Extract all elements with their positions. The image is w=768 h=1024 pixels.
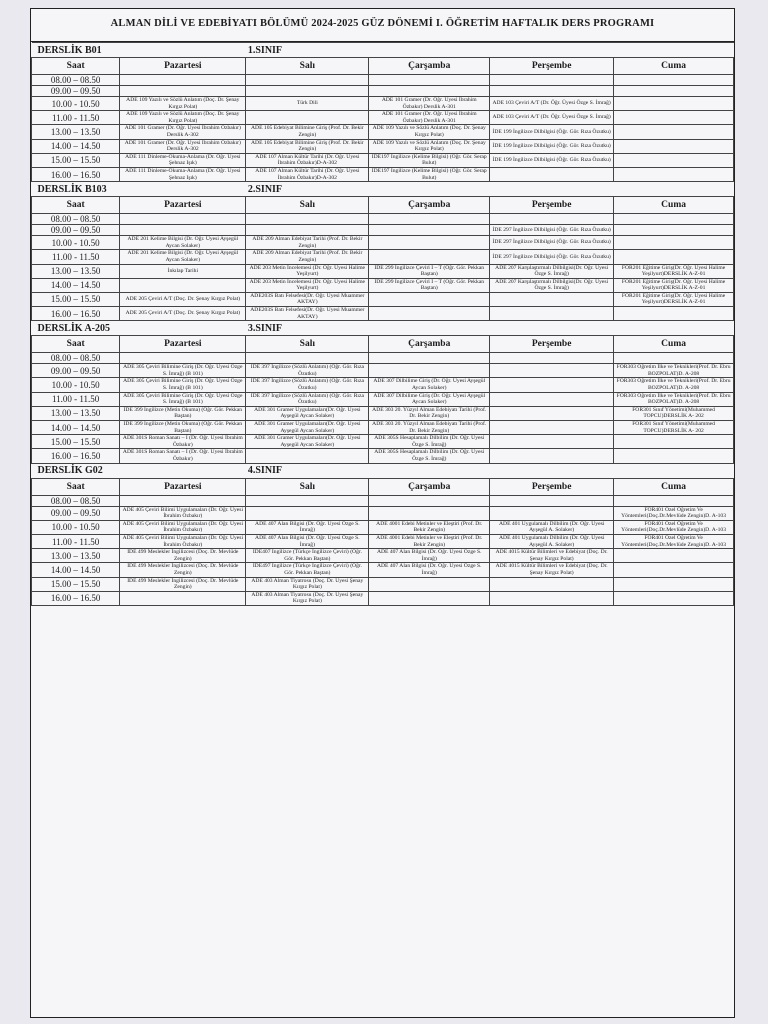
course-cell-monday: ADE 205 Çeviri A/T (Doç. Dr. Şenay Kırgız Polat) — [120, 292, 246, 306]
time-slot: 09.00 – 09.50 — [32, 506, 120, 520]
course-cell-tuesday: İDE407 İngilizce (Türkçe İngilizce Çeviri) (Öğr. Gör. Pekkan Baştan) — [246, 549, 369, 563]
course-cell-friday — [614, 435, 734, 449]
course-cell-friday: FOR401 Özel Öğretim Ve Yöntemleri(Doç.Dr.Mevlüde Zengin)D. A-103 — [614, 534, 734, 548]
table-row — [32, 549, 734, 563]
time-slot: 15.00 – 15.50 — [32, 153, 120, 167]
table-row — [32, 97, 734, 111]
course-cell-friday: FOR201 Eğitime Giriş(Dr. Öğr. Üyesi Halime Yeşilyurt)DERSLİK A-Z-01 — [614, 292, 734, 306]
course-cell-friday: FOR401 Özel Öğretim Ve Yöntemleri(Doç.Dr.Mevlüde Zengin)D. A-103 — [614, 506, 734, 520]
course-cell-thursday — [490, 292, 614, 306]
table-row — [32, 378, 734, 392]
course-cell-friday — [614, 250, 734, 264]
document-title: ALMAN DİLİ VE EDEBİYATI BÖLÜMÜ 2024-2025 GÜZ DÖNEMİ I. ÖĞRETİM HAFTALIK DERS PROGRAMI — [31, 9, 734, 42]
course-cell-monday: İDE 499 Meslekler İngilizcesi (Doç. Dr. Mevlüde Zengin) — [120, 563, 246, 577]
column-header-friday: Cuma — [614, 478, 734, 495]
time-slot: 16.00 – 16.50 — [32, 449, 120, 463]
course-cell-wednesday: ADE 4001 Edebi Metinler ve Eleştiri (Prof. Dr. Bekir Zengin) — [369, 534, 490, 548]
course-cell-thursday — [490, 435, 614, 449]
course-cell-thursday — [490, 495, 614, 506]
course-cell-tuesday — [246, 449, 369, 463]
course-cell-wednesday — [369, 86, 490, 97]
course-cell-tuesday: ADE 209 Alman Edebiyat Tarihi (Prof. Dr. Bekir Zengin) — [246, 236, 369, 250]
course-cell-tuesday: ADE 403 Alman Tiyatrosu (Doç. Dr. Üyesi Şenay Kırgız Polat) — [246, 577, 369, 591]
table-row — [32, 449, 734, 463]
time-slot: 16.00 – 16.50 — [32, 591, 120, 605]
course-cell-thursday: ADE 401 Uygulamalı Dilbilim (Dr. Öğr. Üyesi Ayşegül A. Solaker) — [490, 520, 614, 534]
course-cell-monday: ADE 101 Gramer (Dr. Öğr. Üyesi İbrahim Özbakır) Derslik A-302 — [120, 125, 246, 139]
column-header-thursday: Perşembe — [490, 58, 614, 75]
course-cell-monday: İnkılap Tarihi — [120, 264, 246, 278]
column-header-row — [32, 478, 734, 495]
course-cell-friday — [614, 225, 734, 236]
course-cell-friday — [614, 214, 734, 225]
course-cell-tuesday — [246, 506, 369, 520]
course-cell-friday — [614, 111, 734, 125]
column-header-time: Saat — [32, 197, 120, 214]
course-cell-wednesday — [369, 591, 490, 605]
course-cell-friday: FOR303 Öğretim İlke ve Teknikleri(Prof. Dr. Ebru BOZPOLAT)D. A-208 — [614, 378, 734, 392]
course-cell-thursday: ADE 4015 Kültür Bilimleri ve Edebiyat (Doç. Dr. Şenay Kırgız Polat) — [490, 563, 614, 577]
course-cell-thursday: ADE 207 Karşılaştırmalı Dilbilgisi(Dr. Öğr. Üyesi Özge S. İmrağ) — [490, 264, 614, 278]
table-row — [32, 225, 734, 236]
column-header-tuesday: Salı — [246, 197, 369, 214]
time-slot: 13.00 – 13.50 — [32, 125, 120, 139]
course-cell-friday: FOR301 Sınıf Yönetimi(Muhammed TOPCU)DERSLİK A- 202 — [614, 421, 734, 435]
course-cell-tuesday: İDE497 İngilizce (Türkçe İngilizce Çeviri) (Öğr. Gör. Pekkan Baştan) — [246, 563, 369, 577]
course-cell-monday — [120, 353, 246, 364]
column-header-monday: Pazartesi — [120, 336, 246, 353]
course-cell-wednesday: ADE 101 Gramer (Dr. Öğr. Üyesi İbrahim Özbakır) Derslik A-301 — [369, 111, 490, 125]
course-cell-wednesday: İDE 299 İngilizce Çeviri I – T (Öğr. Gör. Pekkan Baştan) — [369, 264, 490, 278]
course-cell-tuesday: ADE203S Batı Felsefesi(Dr. Öğr. Üyesi Muammer AKTAY) — [246, 307, 369, 321]
course-cell-thursday: İDE 199 İngilizce Dilbilgisi (Öğr. Gör. Rıza Özutku) — [490, 139, 614, 153]
course-cell-tuesday: ADE 107 Alman Kültür Tarihi (Dr. Öğr. Üyesi İbrahim Özbakır)D-A-302 — [246, 153, 369, 167]
course-cell-thursday — [490, 167, 614, 181]
course-cell-tuesday — [246, 86, 369, 97]
course-cell-tuesday — [246, 214, 369, 225]
course-cell-friday: FOR301 Sınıf Yönetimi(Muhammed TOPCU)DERSLİK A- 202 — [614, 406, 734, 420]
course-cell-wednesday: ADE 305S Hesaplamalı Dilbilim (Dr. Öğr. Üyesi Özge S. İmrağ) — [369, 435, 490, 449]
course-cell-tuesday — [246, 225, 369, 236]
course-cell-monday — [120, 278, 246, 292]
course-cell-tuesday: ADE203S Batı Felsefesi(Dr. Öğr. Üyesi Muammer AKTAY) — [246, 292, 369, 306]
course-cell-monday — [120, 75, 246, 86]
course-cell-wednesday: İDE197 İngilizce (Kelime Bilgisi) (Öğr. Gör. Serap Bulut) — [369, 167, 490, 181]
course-cell-tuesday: İDE 397 İngilizce (Sözlü Anlatım) (Öğr. Gör. Rıza Özutku) — [246, 392, 369, 406]
course-cell-tuesday — [246, 75, 369, 86]
course-cell-tuesday — [246, 495, 369, 506]
column-header-monday: Pazartesi — [120, 478, 246, 495]
table-row — [32, 577, 734, 591]
course-cell-tuesday: ADE 301 Gramer Uygulamaları(Dr. Öğr. Üyesi Ayşegül Aycan Solaker) — [246, 421, 369, 435]
course-cell-thursday: ADE 207 Karşılaştırmalı Dilbilgisi(Dr. Öğr. Üyesi Özge S. İmrağ) — [490, 278, 614, 292]
time-slot: 15.00 – 15.50 — [32, 577, 120, 591]
column-header-friday: Cuma — [614, 58, 734, 75]
course-cell-thursday: İDE 297 İngilizce Dilbilgisi (Öğr. Gör. Rıza Özutku) — [490, 225, 614, 236]
column-header-friday: Cuma — [614, 197, 734, 214]
time-slot: 16.00 – 16.50 — [32, 307, 120, 321]
course-cell-friday — [614, 75, 734, 86]
column-header-tuesday: Salı — [246, 336, 369, 353]
time-slot: 14.00 – 14.50 — [32, 563, 120, 577]
course-cell-wednesday: İDE197 İngilizce (Kelime Bilgisi) (Öğr. Gör. Serap Bulut) — [369, 153, 490, 167]
course-cell-thursday: İDE 297 İngilizce Dilbilgisi (Öğr. Gör. Rıza Özutku) — [490, 236, 614, 250]
course-cell-wednesday — [369, 292, 490, 306]
course-cell-wednesday: İDE 299 İngilizce Çeviri I – T (Öğr. Gör. Pekkan Baştan) — [369, 278, 490, 292]
course-cell-monday: ADE 305 Çeviri Bilimine Giriş (Dr. Öğr. Üyesi Özge S. İmrağ) (B 101) — [120, 378, 246, 392]
course-cell-monday: İDE 499 Meslekler İngilizcesi (Doç. Dr. Mevlüde Zengin) — [120, 549, 246, 563]
course-cell-thursday: İDE 199 İngilizce Dilbilgisi (Öğr. Gör. Rıza Özutku) — [490, 125, 614, 139]
course-cell-friday — [614, 139, 734, 153]
course-cell-wednesday: ADE 109 Yazılı ve Sözlü Anlatım (Doç. Dr. Şenay Kırgız Polat) — [369, 125, 490, 139]
table-row — [32, 139, 734, 153]
table-row — [32, 563, 734, 577]
column-header-time: Saat — [32, 336, 120, 353]
classroom-label: DERSLİK A-205 — [32, 321, 246, 336]
section-header — [32, 182, 734, 197]
course-cell-tuesday: ADE 301 Gramer Uygulamaları(Dr. Öğr. Üyesi Ayşegül Aycan Solaker) — [246, 435, 369, 449]
classroom-label: DERSLİK G02 — [32, 463, 246, 478]
table-row — [32, 435, 734, 449]
time-slot: 08.00 – 08.50 — [32, 495, 120, 506]
course-cell-friday: FOR303 Öğretim İlke ve Teknikleri(Prof. Dr. Ebru BOZPOLAT)D. A-208 — [614, 364, 734, 378]
course-cell-monday: ADE 205 Çeviri A/T (Doç. Dr. Şenay Kırgız Polat) — [120, 307, 246, 321]
course-cell-thursday — [490, 378, 614, 392]
course-cell-monday — [120, 591, 246, 605]
table-row — [32, 495, 734, 506]
course-cell-monday: ADE 305 Çeviri Bilimine Giriş (Dr. Öğr. Üyesi Özge S. İmrağ) (B 101) — [120, 392, 246, 406]
table-row — [32, 534, 734, 548]
course-cell-monday: ADE 301S Roman Sanatı – I (Dr. Öğr. Üyesi İbrahim Özbakır) — [120, 449, 246, 463]
course-cell-tuesday: ADE 407 Alan Bilgisi (Dr. Öğr. Üyesi Özge S. İmrağ) — [246, 520, 369, 534]
section-header — [32, 321, 734, 336]
course-cell-tuesday — [246, 353, 369, 364]
column-header-wednesday: Çarşamba — [369, 336, 490, 353]
grade-label: 3.SINIF — [246, 321, 734, 336]
course-cell-monday: ADE 109 Yazılı ve Sözlü Anlatım (Doç. Dr. Şenay Kırgız Polat) — [120, 111, 246, 125]
course-cell-monday: İDE 499 Meslekler İngilizcesi (Doç. Dr. Mevlüde Zengin) — [120, 577, 246, 591]
course-cell-tuesday: ADE 403 Alman Tiyatrosu (Doç. Dr. Üyesi Şenay Kırgız Polat) — [246, 591, 369, 605]
course-cell-monday: ADE 301S Roman Sanatı – I (Dr. Öğr. Üyesi İbrahim Özbakır) — [120, 435, 246, 449]
table-row — [32, 392, 734, 406]
course-cell-thursday — [490, 214, 614, 225]
course-cell-wednesday: ADE 307 Dilbilime Giriş (Dr. Öğr. Üyesi Ayşegül Aycan Solaker) — [369, 392, 490, 406]
course-cell-wednesday — [369, 495, 490, 506]
course-cell-friday — [614, 353, 734, 364]
column-header-thursday: Perşembe — [490, 197, 614, 214]
column-header-time: Saat — [32, 58, 120, 75]
course-cell-tuesday: ADE 209 Alman Edebiyat Tarihi (Prof. Dr. Bekir Zengin) — [246, 250, 369, 264]
course-cell-monday: ADE 405 Çeviri Bilimi Uygulamaları (Dr. Öğr. Üyesi İbrahim Özbakır) — [120, 520, 246, 534]
course-cell-wednesday — [369, 225, 490, 236]
course-cell-wednesday — [369, 364, 490, 378]
course-cell-wednesday: ADE 4001 Edebi Metinler ve Eleştiri (Prof. Dr. Bekir Zengin) — [369, 520, 490, 534]
course-cell-thursday — [490, 577, 614, 591]
course-cell-tuesday: ADE 105 Edebiyat Bilimine Giriş (Prof. Dr. Bekir Zengin) — [246, 139, 369, 153]
course-cell-wednesday — [369, 506, 490, 520]
table-row — [32, 406, 734, 420]
course-cell-thursday: ADE 103 Çeviri A/T (Dr. Öğr. Üyesi Özge S. İmrağ) — [490, 111, 614, 125]
course-cell-wednesday: ADE 109 Yazılı ve Sözlü Anlatım (Doç. Dr. Şenay Kırgız Polat) — [369, 139, 490, 153]
table-row — [32, 214, 734, 225]
course-cell-thursday — [490, 364, 614, 378]
course-cell-monday: ADE 201 Kelime Bilgisi (Dr. Öğr. Üyesi Ayşegül Aycan Solaker) — [120, 250, 246, 264]
course-cell-wednesday — [369, 577, 490, 591]
schedule-table — [31, 42, 734, 606]
course-cell-wednesday: ADE 303 20. Yüzyıl Alman Edebiyatı Tarihi (Prof. Dr. Bekir Zengin) — [369, 421, 490, 435]
course-cell-wednesday — [369, 75, 490, 86]
course-cell-friday — [614, 449, 734, 463]
course-cell-monday: İDE 399 İngilizce (Metin Okuma) (Öğr. Gör. Pekkan Baştan) — [120, 406, 246, 420]
course-cell-thursday — [490, 406, 614, 420]
course-cell-wednesday: ADE 101 Gramer (Dr. Öğr. Üyesi İbrahim Özbakır) Derslik A-301 — [369, 97, 490, 111]
course-cell-monday — [120, 225, 246, 236]
column-header-time: Saat — [32, 478, 120, 495]
time-slot: 16.00 – 16.50 — [32, 167, 120, 181]
time-slot: 08.00 – 08.50 — [32, 214, 120, 225]
course-cell-friday: FOR201 Eğitime Giriş(Dr. Öğr. Üyesi Halime Yeşilyurt)DERSLİK A-Z-01 — [614, 278, 734, 292]
column-header-wednesday: Çarşamba — [369, 58, 490, 75]
course-cell-friday — [614, 549, 734, 563]
classroom-label: DERSLİK B01 — [32, 43, 246, 58]
table-row — [32, 250, 734, 264]
course-cell-wednesday — [369, 307, 490, 321]
course-cell-thursday: İDE 199 İngilizce Dilbilgisi (Öğr. Gör. Rıza Özutku) — [490, 153, 614, 167]
table-row — [32, 264, 734, 278]
course-cell-friday — [614, 577, 734, 591]
course-cell-thursday — [490, 506, 614, 520]
course-cell-tuesday: ADE 107 Alman Kültür Tarihi (Dr. Öğr. Üyesi İbrahim Özbakır)D-A-302 — [246, 167, 369, 181]
course-cell-wednesday: ADE 407 Alan Bilgisi (Dr. Öğr. Üyesi Özge S. İmrağ) — [369, 549, 490, 563]
course-cell-friday — [614, 563, 734, 577]
time-slot: 10.00 - 10.50 — [32, 97, 120, 111]
table-row — [32, 520, 734, 534]
course-cell-tuesday — [246, 111, 369, 125]
table-row — [32, 591, 734, 605]
course-cell-friday: FOR201 Eğitime Giriş(Dr. Öğr. Üyesi Halime Yeşilyurt)DERSLİK A-Z-01 — [614, 264, 734, 278]
column-header-monday: Pazartesi — [120, 58, 246, 75]
course-cell-friday — [614, 236, 734, 250]
course-cell-wednesday — [369, 236, 490, 250]
table-row — [32, 111, 734, 125]
course-cell-friday — [614, 97, 734, 111]
course-cell-friday — [614, 591, 734, 605]
table-row — [32, 153, 734, 167]
course-cell-tuesday: ADE 301 Gramer Uygulamaları(Dr. Öğr. Üyesi Ayşegül Aycan Solaker) — [246, 406, 369, 420]
course-cell-thursday — [490, 449, 614, 463]
course-cell-thursday — [490, 75, 614, 86]
course-cell-tuesday: ADE 203 Metin İncelemesi (Dr. Öğr. Üyesi Halime Yeşilyurt) — [246, 278, 369, 292]
section-header — [32, 463, 734, 478]
course-cell-monday: ADE 111 Dinleme-Okuma-Anlama (Dr. Öğr. Üyesi Şehnaz Işık) — [120, 153, 246, 167]
section-header — [32, 43, 734, 58]
column-header-row — [32, 197, 734, 214]
column-header-tuesday: Salı — [246, 478, 369, 495]
table-row — [32, 292, 734, 306]
time-slot: 13.00 – 13.50 — [32, 406, 120, 420]
course-cell-monday: ADE 111 Dinleme-Okuma-Anlama (Dr. Öğr. Üyesi Şehnaz Işık) — [120, 167, 246, 181]
column-header-wednesday: Çarşamba — [369, 478, 490, 495]
time-slot: 13.00 – 13.50 — [32, 549, 120, 563]
time-slot: 14.00 – 14.50 — [32, 278, 120, 292]
course-cell-wednesday: ADE 305S Hesaplamalı Dilbilim (Dr. Öğr. Üyesi Özge S. İmrağ) — [369, 449, 490, 463]
course-cell-monday: ADE 201 Kelime Bilgisi (Dr. Öğr. Üyesi Ayşegül Aycan Solaker) — [120, 236, 246, 250]
time-slot: 15.00 – 15.50 — [32, 435, 120, 449]
course-cell-friday — [614, 307, 734, 321]
course-cell-thursday — [490, 86, 614, 97]
course-cell-tuesday: ADE 203 Metin İncelemesi (Dr. Öğr. Üyesi Halime Yeşilyurt) — [246, 264, 369, 278]
course-cell-tuesday: ADE 105 Edebiyat Bilimine Giriş (Prof. Dr. Bekir Zengin) — [246, 125, 369, 139]
table-row — [32, 75, 734, 86]
time-slot: 08.00 – 08.50 — [32, 353, 120, 364]
column-header-row — [32, 336, 734, 353]
course-cell-tuesday: İDE 397 İngilizce (Sözlü Anlatım) (Öğr. Gör. Rıza Özutku) — [246, 364, 369, 378]
course-cell-tuesday: ADE 407 Alan Bilgisi (Dr. Öğr. Üyesi Özge S. İmrağ) — [246, 534, 369, 548]
table-row — [32, 278, 734, 292]
column-header-monday: Pazartesi — [120, 197, 246, 214]
course-cell-thursday: ADE 401 Uygulamalı Dilbilim (Dr. Öğr. Üyesi Ayşegül A. Solaker) — [490, 534, 614, 548]
course-cell-thursday — [490, 353, 614, 364]
course-cell-monday — [120, 86, 246, 97]
table-row — [32, 421, 734, 435]
column-header-thursday: Perşembe — [490, 336, 614, 353]
table-row — [32, 86, 734, 97]
time-slot: 11.00 - 11.50 — [32, 111, 120, 125]
course-cell-monday: İDE 399 İngilizce (Metin Okuma) (Öğr. Gör. Pekkan Baştan) — [120, 421, 246, 435]
table-row — [32, 307, 734, 321]
time-slot: 11.00 - 11.50 — [32, 392, 120, 406]
course-cell-thursday: İDE 297 İngilizce Dilbilgisi (Öğr. Gör. Rıza Özutku) — [490, 250, 614, 264]
course-cell-thursday — [490, 307, 614, 321]
course-cell-monday — [120, 495, 246, 506]
column-header-friday: Cuma — [614, 336, 734, 353]
course-cell-wednesday — [369, 250, 490, 264]
course-cell-tuesday: Türk Dili — [246, 97, 369, 111]
table-row — [32, 353, 734, 364]
time-slot: 13.00 – 13.50 — [32, 264, 120, 278]
table-row — [32, 167, 734, 181]
time-slot: 09.00 – 09.50 — [32, 364, 120, 378]
time-slot: 09.00 – 09.50 — [32, 225, 120, 236]
time-slot: 09.00 – 09.50 — [32, 86, 120, 97]
grade-label: 4.SINIF — [246, 463, 734, 478]
table-row — [32, 364, 734, 378]
course-cell-wednesday: ADE 303 20. Yüzyıl Alman Edebiyatı Tarihi (Prof. Dr. Bekir Zengin) — [369, 406, 490, 420]
course-cell-monday: ADE 305 Çeviri Bilimine Giriş (Dr. Öğr. Üyesi Özge S. İmrağ) (B 101) — [120, 364, 246, 378]
column-header-tuesday: Salı — [246, 58, 369, 75]
course-cell-friday: FOR303 Öğretim İlke ve Teknikleri(Prof. Dr. Ebru BOZPOLAT)D. A-208 — [614, 392, 734, 406]
course-cell-friday: FOR401 Özel Öğretim Ve Yöntemleri(Doç.Dr.Mevlüde Zengin)D. A-103 — [614, 520, 734, 534]
course-cell-wednesday: ADE 307 Dilbilime Giriş (Dr. Öğr. Üyesi Ayşegül Aycan Solaker) — [369, 378, 490, 392]
time-slot: 08.00 – 08.50 — [32, 75, 120, 86]
table-row — [32, 506, 734, 520]
time-slot: 15.00 – 15.50 — [32, 292, 120, 306]
column-header-wednesday: Çarşamba — [369, 197, 490, 214]
course-cell-thursday: ADE 103 Çeviri A/T (Dr. Öğr. Üyesi Özge S. İmrağ) — [490, 97, 614, 111]
column-header-row — [32, 58, 734, 75]
course-cell-friday — [614, 167, 734, 181]
table-row — [32, 236, 734, 250]
time-slot: 14.00 – 14.50 — [32, 421, 120, 435]
course-cell-friday — [614, 495, 734, 506]
course-cell-wednesday — [369, 214, 490, 225]
time-slot: 11.00 - 11.50 — [32, 534, 120, 548]
course-cell-friday — [614, 125, 734, 139]
time-slot: 10.00 - 10.50 — [32, 378, 120, 392]
course-cell-monday: ADE 101 Gramer (Dr. Öğr. Üyesi İbrahim Özbakır) Derslik A-302 — [120, 139, 246, 153]
grade-label: 2.SINIF — [246, 182, 734, 197]
table-row — [32, 125, 734, 139]
time-slot: 10.00 - 10.50 — [32, 236, 120, 250]
time-slot: 10.00 - 10.50 — [32, 520, 120, 534]
course-cell-tuesday: İDE 397 İngilizce (Sözlü Anlatım) (Öğr. Gör. Rıza Özutku) — [246, 378, 369, 392]
schedule-sheet — [30, 8, 735, 1018]
course-cell-wednesday — [369, 353, 490, 364]
course-cell-monday — [120, 214, 246, 225]
classroom-label: DERSLİK B103 — [32, 182, 246, 197]
course-cell-monday: ADE 405 Çeviri Bilimi Uygulamaları (Dr. Öğr. Üyesi İbrahim Özbakır) — [120, 506, 246, 520]
course-cell-friday — [614, 86, 734, 97]
course-cell-monday: ADE 109 Yazılı ve Sözlü Anlatım (Doç. Dr. Şenay Kırgız Polat) — [120, 97, 246, 111]
grade-label: 1.SINIF — [246, 43, 734, 58]
course-cell-thursday: ADE 4015 Kültür Bilimleri ve Edebiyat (Doç. Dr. Şenay Kırgız Polat) — [490, 549, 614, 563]
course-cell-thursday — [490, 392, 614, 406]
column-header-thursday: Perşembe — [490, 478, 614, 495]
course-cell-thursday — [490, 421, 614, 435]
course-cell-monday: ADE 405 Çeviri Bilimi Uygulamaları (Dr. Öğr. Üyesi İbrahim Özbakır) — [120, 534, 246, 548]
time-slot: 11.00 - 11.50 — [32, 250, 120, 264]
time-slot: 14.00 – 14.50 — [32, 139, 120, 153]
course-cell-friday — [614, 153, 734, 167]
course-cell-wednesday: ADE 407 Alan Bilgisi (Dr. Öğr. Üyesi Özge S. İmrağ) — [369, 563, 490, 577]
course-cell-thursday — [490, 591, 614, 605]
